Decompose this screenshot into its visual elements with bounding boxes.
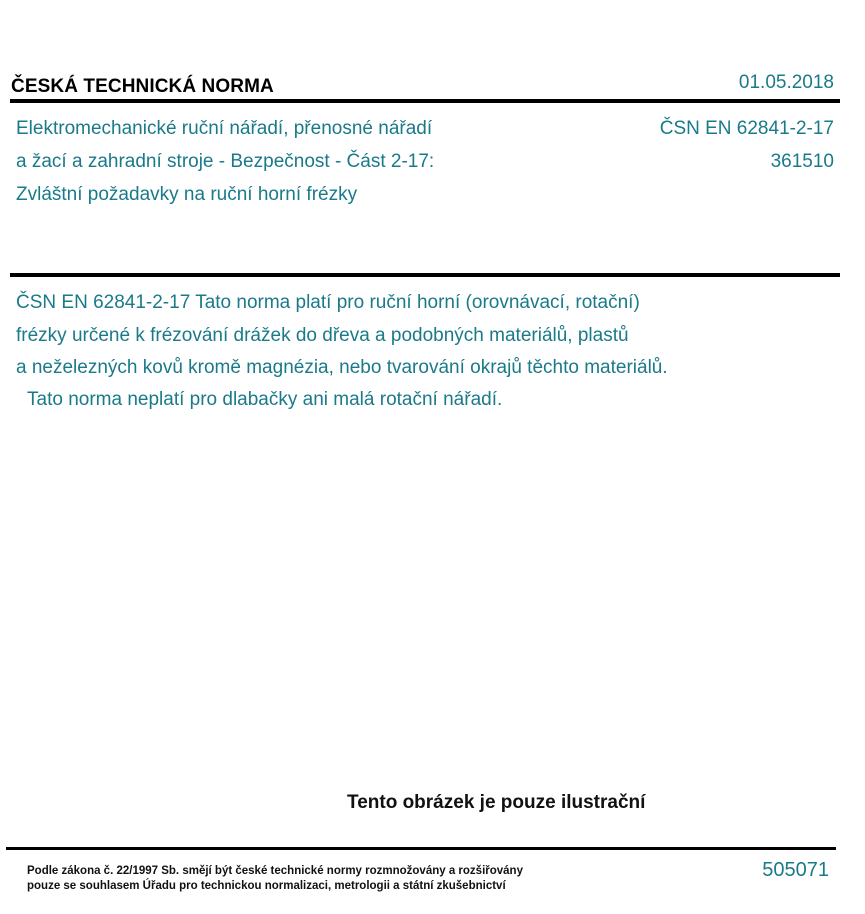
legal-notice-line-1: Podle zákona č. 22/1997 Sb. smějí být české technické normy rozmnožovány a rozšiřovány — [27, 865, 523, 877]
standard-title-line-2: a žací a zahradní stroje - Bezpečnost - Část 2-17: — [16, 151, 435, 172]
abstract-line-4: Tato norma neplatí pro dlabačky ani malá rotační nářadí. — [27, 389, 503, 410]
standard-designation: ČSN EN 62841-2-17 — [659, 118, 834, 139]
document-type-heading: ČESKÁ TECHNICKÁ NORMA — [11, 76, 274, 97]
document-number: 505071 — [762, 859, 829, 881]
abstract-line-1: ČSN EN 62841-2-17 Tato norma platí pro ruční horní (orovnávací, rotační) — [16, 292, 640, 313]
standard-title-line-1: Elektromechanické ruční nářadí, přenosné nářadí — [16, 118, 433, 139]
standard-title-line-3: Zvláštní požadavky na ruční horní frézky — [16, 184, 358, 205]
header-divider — [10, 99, 840, 103]
legal-notice — [27, 864, 523, 894]
abstract-line-2: frézky určené k frézování drážek do dřeva a podobných materiálů, plastů — [16, 325, 629, 346]
abstract-line-3: a neželezných kovů kromě magnézia, nebo tvarování okrajů těchto materiálů. — [16, 357, 668, 378]
classification-code: 361510 — [770, 151, 834, 172]
section-divider — [10, 273, 840, 277]
issue-date: 01.05.2018 — [738, 72, 834, 93]
legal-notice-line-2: pouze se souhlasem Úřadu pro technickou normalizaci, metrologii a státní zkušebnictví — [27, 880, 506, 892]
footer-divider — [6, 847, 836, 850]
illustration-notice: Tento obrázek je pouze ilustrační — [347, 792, 646, 813]
